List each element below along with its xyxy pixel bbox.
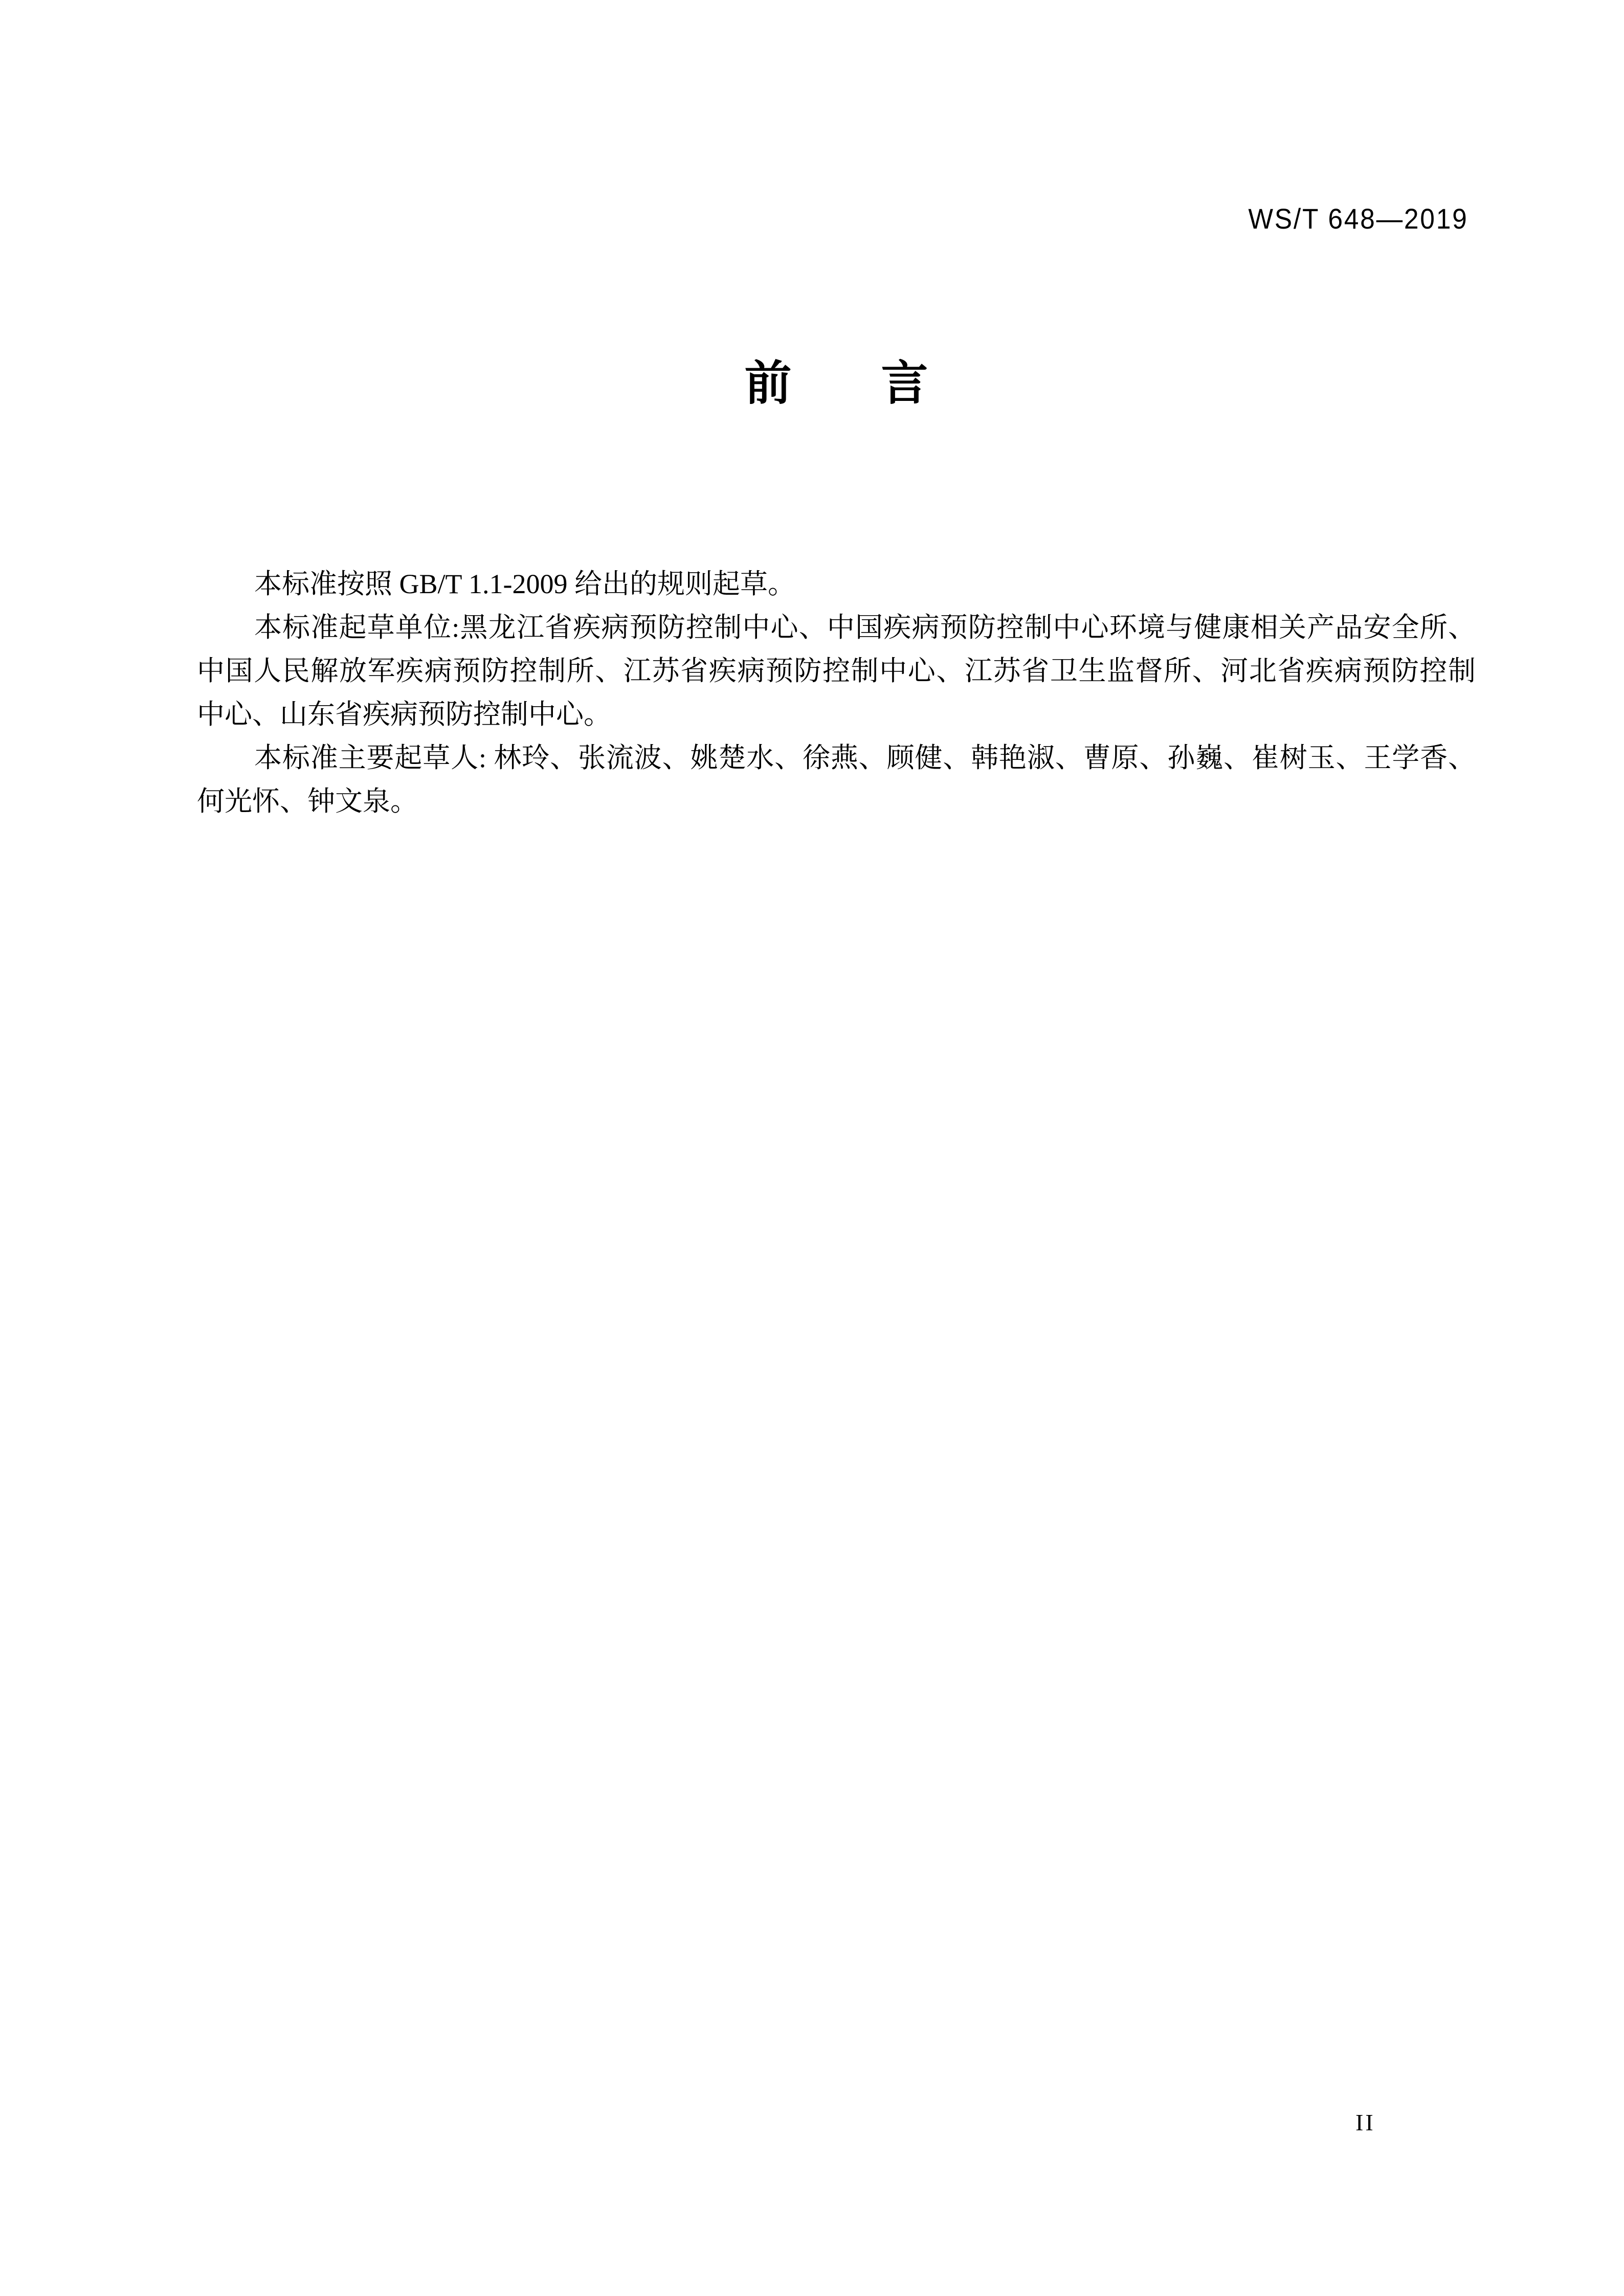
page-title: [197, 358, 1476, 410]
foreword-line: 本标准按照 GB/T 1.1-2009 给出的规则起草。: [254, 569, 796, 599]
page-number: II: [1355, 2109, 1375, 2135]
paragraph-drafting-basis: [197, 562, 1476, 606]
paragraph-main-drafters: [197, 736, 1476, 823]
foreword-line: 本标准起草单位:黑龙江省疾病预防控制中心、中国疾病预防控制中心环境与健康相关产品安全所、: [254, 612, 1476, 643]
foreword-line: 中心、山东省疾病预防控制中心。: [197, 699, 611, 730]
title-char-first: 前: [744, 357, 792, 410]
foreword-body: [197, 562, 1476, 823]
title-char-second: 言: [881, 357, 928, 410]
foreword-line: 本标准主要起草人: 林玲、张流波、姚楚水、徐燕、顾健、韩艳淑、曹原、孙巍、崔树玉、王学香、: [254, 742, 1476, 773]
paragraph-drafting-organizations: [197, 606, 1476, 736]
foreword-line: 何光怀、钟文泉。: [197, 786, 418, 817]
standard-code-header: WS/T 648—2019: [1248, 202, 1469, 235]
foreword-line: 中国人民解放军疾病预防控制所、江苏省疾病预防控制中心、江苏省卫生监督所、河北省疾病预防控制: [197, 656, 1476, 686]
